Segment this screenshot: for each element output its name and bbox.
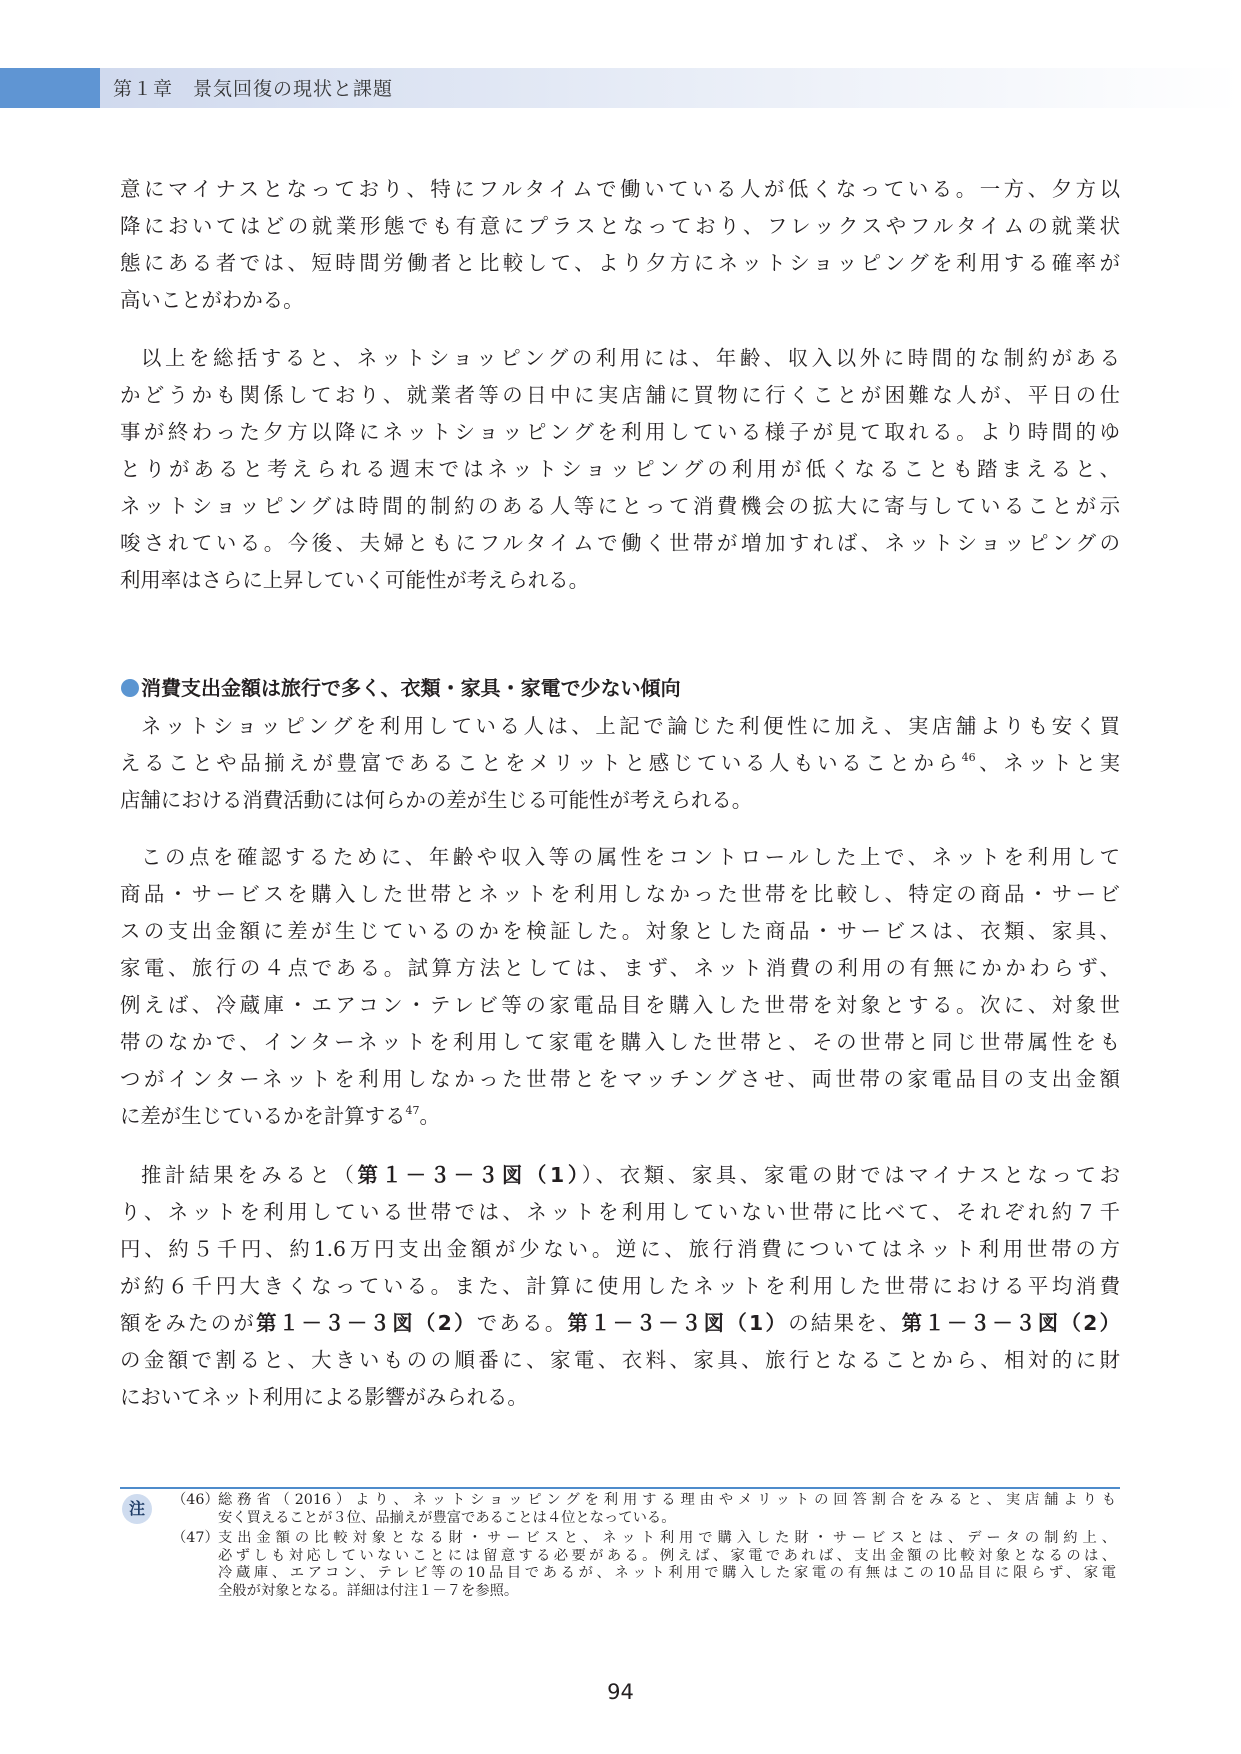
- footnote-ref-47: 47: [405, 1104, 420, 1117]
- body-line: かどうかも関係しており、就業者等の日中に実店舗に買物に行くことが困難な人が、平日の仕: [120, 383, 1120, 407]
- body-text: の結果を、: [788, 1311, 902, 1335]
- note-line: [176, 1548, 1116, 1566]
- figure-ref: 第１－３－３図（1）: [567, 1311, 789, 1335]
- note-text: 冷蔵庫、エアコン、テレビ等の10品目であるが、ネット利用で購入した家電の有無はこの10品目に限らず、家電: [218, 1565, 1116, 1581]
- bullet-dot-icon: [121, 679, 139, 697]
- chapter-title: 第１章 景気回復の現状と課題: [113, 78, 394, 100]
- body-line: が約６千円大きくなっている。また、計算に使用したネットを利用した世帯における平均消費: [120, 1274, 1120, 1298]
- body-text: である。: [476, 1311, 568, 1335]
- note-text: 全般が対象となる。詳細は付注１－７を参照。: [218, 1582, 519, 1599]
- body-line: 店舗における消費活動には何らかの差が生じる可能性が考えられる。: [120, 788, 753, 812]
- body-line: 唆されている。今後、夫婦ともにフルタイムで働く世帯が増加すれば、ネットショッピングの: [120, 531, 1120, 555]
- body-text: に差が生じているかを計算する: [120, 1104, 406, 1128]
- body-text: 額をみたのが: [120, 1311, 257, 1335]
- body-text: ）、衣類、家具、家電の財ではマイナスとなってお: [581, 1163, 1120, 1187]
- note-number: （46）: [172, 1492, 219, 1508]
- note-text: 総務省（2016）より、ネットショッピングを利用する理由やメリットの回答割合をみると、実店舗よりも: [218, 1492, 1116, 1508]
- body-line: 高いことがわかる。: [120, 288, 304, 312]
- notes-badge: 注: [122, 1494, 152, 1524]
- body-line: 利用率はさらに上昇していく可能性が考えられる。: [120, 568, 589, 592]
- page-number: 94: [607, 1680, 634, 1704]
- body-line: り、ネットを利用している世帯では、ネットを利用していない世帯に比べて、それぞれ約７千: [120, 1200, 1120, 1224]
- body-line: ネットショッピングは時間的制約のある人等にとって消費機会の拡大に寄与していることが示: [120, 494, 1120, 518]
- body-line: [120, 745, 1120, 782]
- notes-divider: [120, 1487, 1120, 1489]
- figure-ref: 第１－３－３図（2）: [901, 1311, 1121, 1335]
- body-line: ネットショッピングを利用している人は、上記で論じた利便性に加え、実店舗よりも安く買: [141, 714, 1120, 738]
- body-text: 推計結果をみると（: [141, 1163, 358, 1187]
- footnote-ref-46: 46: [961, 751, 976, 764]
- body-line: [141, 1157, 1120, 1194]
- body-text: えることや品揃えが豊富であることをメリットと感じている人もいることから: [120, 751, 962, 775]
- body-line: 降においてはどの就業形態でも有意にプラスとなっており、フレックスやフルタイムの就業状: [120, 214, 1120, 238]
- note-text: 支出金額の比較対象となる財・サービスと、ネット利用で購入した財・サービスとは、データの制約上、: [218, 1530, 1116, 1546]
- figure-ref: 第１－３－３図（1）: [357, 1163, 582, 1187]
- body-line: つがインターネットを利用しなかった世帯とをマッチングさせ、両世帯の家電品目の支出金額: [120, 1067, 1120, 1091]
- note-text: 安く買えることが３位、品揃えが豊富であることは４位となっている。: [218, 1509, 676, 1526]
- body-line: 態にある者では、短時間労働者と比較して、より夕方にネットショッピングを利用する確率が: [120, 251, 1120, 275]
- body-line: 商品・サービスを購入した世帯とネットを利用しなかった世帯を比較し、特定の商品・サービ: [120, 882, 1120, 906]
- chapter-header: [0, 68, 1241, 108]
- section-heading: [121, 672, 681, 701]
- body-line: の金額で割ると、大きいものの順番に、家電、衣料、家具、旅行となることから、相対的に財: [120, 1348, 1120, 1372]
- chapter-color-tab: [0, 68, 100, 108]
- section-title: 消費支出金額は旅行で多く、衣類・家具・家電で少ない傾向: [141, 676, 681, 700]
- body-line: 以上を総括すると、ネットショッピングの利用には、年齢、収入以外に時間的な制約がある: [141, 346, 1120, 370]
- body-line: とりがあると考えられる週末ではネットショッピングの利用が低くなることも踏まえると、: [120, 457, 1120, 481]
- note-line: [172, 1492, 1116, 1510]
- body-line: [120, 1098, 1120, 1135]
- body-text: 。: [419, 1104, 440, 1128]
- note-number: （47）: [172, 1530, 219, 1546]
- note-line: [176, 1583, 1116, 1601]
- body-line: [120, 1305, 1120, 1342]
- note-text: 必ずしも対応していないことには留意する必要がある。例えば、家電であれば、支出金額の比較対象となるのは、: [218, 1547, 1116, 1564]
- figure-ref: 第１－３－３図（2）: [256, 1311, 477, 1335]
- body-line: 円、約５千円、約1.6万円支出金額が少ない。逆に、旅行消費についてはネット利用世帯の方: [120, 1237, 1120, 1261]
- body-text: 、ネットと実: [975, 751, 1121, 775]
- note-line: [176, 1565, 1116, 1583]
- body-line: スの支出金額に差が生じているのかを検証した。対象とした商品・サービスは、衣類、家具、: [120, 919, 1120, 943]
- body-line: 家電、旅行の４点である。試算方法としては、まず、ネット消費の利用の有無にかかわらず、: [120, 956, 1120, 980]
- body-line: 例えば、冷蔵庫・エアコン・テレビ等の家電品目を購入した世帯を対象とする。次に、対象世: [120, 993, 1120, 1017]
- body-line: この点を確認するために、年齢や収入等の属性をコントロールした上で、ネットを利用して: [141, 845, 1120, 869]
- note-line: [176, 1510, 1116, 1528]
- note-line: [172, 1530, 1116, 1548]
- body-line: 帯のなかで、インターネットを利用して家電を購入した世帯と、その世帯と同じ世帯属性をも: [120, 1030, 1120, 1054]
- body-line: においてネット利用による影響がみられる。: [120, 1385, 528, 1409]
- body-line: 意にマイナスとなっており、特にフルタイムで働いている人が低くなっている。一方、夕方以: [120, 177, 1120, 201]
- body-line: 事が終わった夕方以降にネットショッピングを利用している様子が見て取れる。より時間的ゆ: [120, 420, 1120, 444]
